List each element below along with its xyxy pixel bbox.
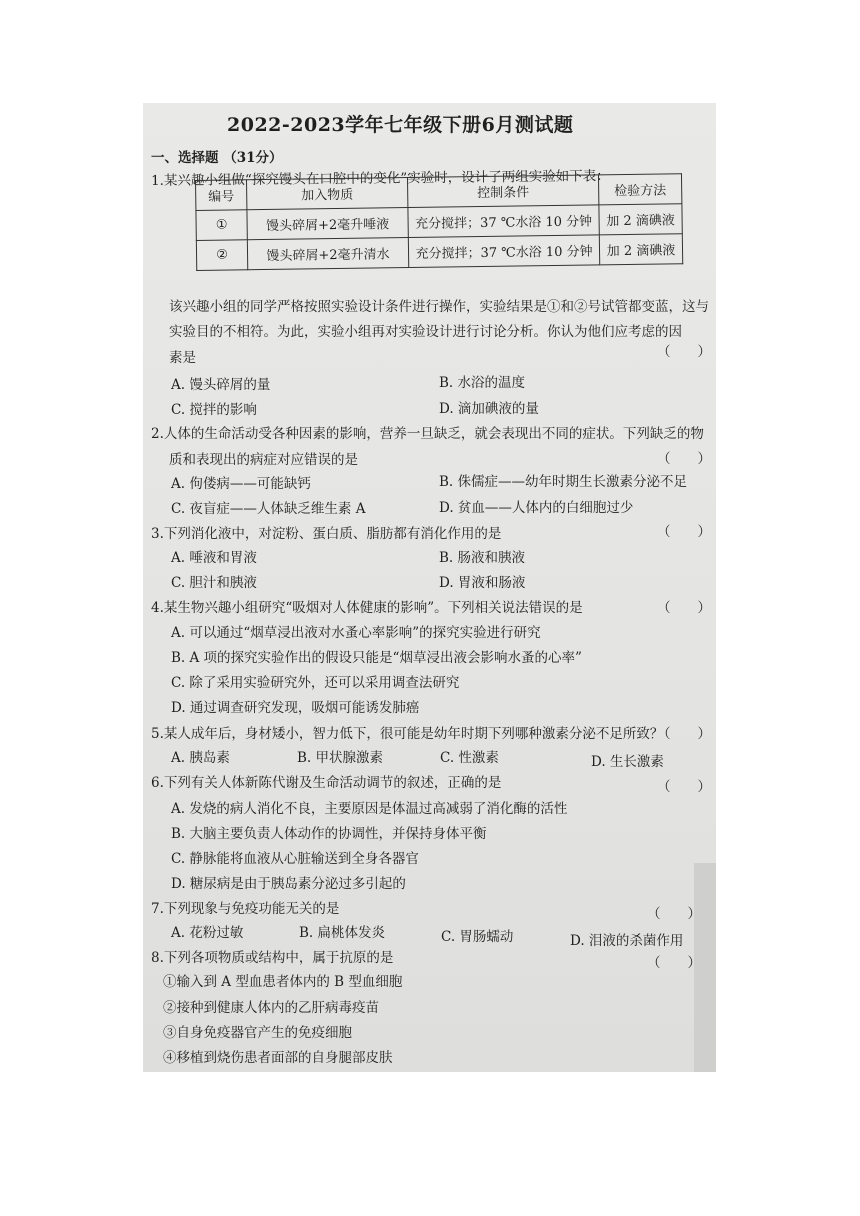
list-item: ④移植到烧伤患者面部的自身腿部皮肤 xyxy=(163,1050,393,1066)
option-d: D. 通过调查研究发现，吸烟可能诱发肺癌 xyxy=(171,700,420,716)
experiment-table xyxy=(195,173,683,271)
list-item: ③自身免疫器官产生的免疫细胞 xyxy=(163,1025,352,1041)
q1-stem: 1.某兴趣小组做“探究馒头在口腔中的变化”实验时，设计了两组实验如下表： xyxy=(150,168,610,189)
section-heading: 一、选择题 （31分） xyxy=(151,150,283,166)
option-b: B. 甲状腺激素 xyxy=(297,750,384,766)
option-d: D. 滴加碘液的量 xyxy=(439,401,539,417)
answer-blank: （ ） xyxy=(657,524,711,540)
table-header-cell: 加入物质 xyxy=(247,178,408,210)
option-b: B. 肠液和胰液 xyxy=(439,550,526,566)
option-a: A. 花粉过敏 xyxy=(171,925,244,941)
q5-stem: 5.某人成年后，身材矮小，智力低下，很可能是幼年时期下列哪种激素分泌不足所致？ xyxy=(151,726,664,742)
q1-paragraph-line: 素是 xyxy=(169,350,196,366)
q7-stem: 7.下列现象与免疫功能无关的是 xyxy=(151,901,340,917)
option-b: B. A 项的探究实验作出的假设只能是“烟草浸出液会影响水蚤的心率” xyxy=(171,650,582,666)
table-cell: 加 2 滴碘液 xyxy=(599,204,682,235)
option-d: D. 泪液的杀菌作用 xyxy=(570,933,684,949)
answer-blank: （ ） xyxy=(657,344,711,360)
answer-blank: （ ） xyxy=(657,600,711,616)
option-a: A. 馒头碎屑的量 xyxy=(171,377,271,393)
list-item: ①输入到 A 型血患者体内的 B 型血细胞 xyxy=(163,974,403,990)
list-item: ②接种到健康人体内的乙肝病毒疫苗 xyxy=(163,1000,379,1016)
q1-paragraph-line: 实验目的不相符。为此，实验小组再对实验设计进行讨论分析。你认为他们应考虑的因 xyxy=(169,324,682,340)
option-b: B. 水浴的温度 xyxy=(439,375,526,391)
table-cell: ① xyxy=(196,210,247,241)
table-cell: 馒头碎屑+2毫升唾液 xyxy=(247,208,408,240)
option-a: A. 佝偻病——可能缺钙 xyxy=(171,476,311,492)
table-row xyxy=(196,234,682,271)
option-a: A. 可以通过“烟草浸出液对水蚤心率影响”的探究实验进行研究 xyxy=(171,625,541,641)
option-a: A. 唾液和胃液 xyxy=(171,550,257,566)
option-c: C. 夜盲症——人体缺乏维生素 A xyxy=(171,501,366,517)
table-cell: 加 2 滴碘液 xyxy=(599,234,682,265)
option-d: D. 生长激素 xyxy=(591,754,664,770)
table-cell: 充分搅拌；37 ℃水浴 10 分钟 xyxy=(408,205,599,238)
option-c: C. 胃肠蠕动 xyxy=(441,929,514,945)
option-d: D. 胃液和肠液 xyxy=(439,575,526,591)
option-b: B. 侏儒症——幼年时期生长激素分泌不足 xyxy=(439,474,688,490)
answer-blank: （ ） xyxy=(657,451,711,467)
q3-stem: 3.下列消化液中，对淀粉、蛋白质、脂肪都有消化作用的是 xyxy=(151,526,502,542)
table-header-cell: 编号 xyxy=(196,180,247,211)
q2-stem-line: 2.人体的生命活动受各种因素的影响，营养一旦缺乏，就会表现出不同的症状。下列缺乏的物 xyxy=(151,426,704,442)
option-c: C. 性激素 xyxy=(440,750,499,766)
q8-stem: 8.下列各项物质或结构中，属于抗原的是 xyxy=(151,950,394,966)
q6-stem: 6.下列有关人体新陈代谢及生命活动调节的叙述，正确的是 xyxy=(151,775,502,791)
answer-blank: （ ） xyxy=(647,955,701,971)
option-d: D. 糖尿病是由于胰岛素分泌过多引起的 xyxy=(171,876,406,892)
option-d: D. 贫血——人体内的白细胞过少 xyxy=(439,500,634,516)
option-b: B. 大脑主要负责人体动作的协调性，并保持身体平衡 xyxy=(171,826,487,842)
option-c: C. 搅拌的影响 xyxy=(171,402,257,418)
table-cell: ② xyxy=(196,240,247,271)
table-header-cell: 检验方法 xyxy=(598,174,681,205)
table-header-cell: 控制条件 xyxy=(407,175,598,208)
answer-blank: （ ） xyxy=(657,726,711,742)
answer-blank: （ ） xyxy=(647,906,701,922)
option-a: A. 发烧的病人消化不良，主要原因是体温过高减弱了消化酶的活性 xyxy=(171,801,568,817)
option-c: C. 静脉能将血液从心脏输送到全身各器官 xyxy=(171,851,419,867)
option-c: C. 胆汁和胰液 xyxy=(171,575,257,591)
answer-blank: （ ） xyxy=(657,779,711,795)
option-c: C. 除了采用实验研究外，还可以采用调查法研究 xyxy=(171,675,460,691)
q1-paragraph-line: 该兴趣小组的同学严格按照实验设计条件进行操作，实验结果是①和②号试管都变蓝，这与 xyxy=(169,299,709,315)
exam-title: 2022-2023学年七年级下册6月测试题 xyxy=(227,114,574,136)
option-b: B. 扁桃体发炎 xyxy=(299,925,386,941)
q4-stem: 4.某生物兴趣小组研究“吸烟对人体健康的影响”。下列相关说法错误的是 xyxy=(151,600,583,616)
exam-sheet-photo xyxy=(143,103,716,1072)
table-cell: 充分搅拌；37 ℃水浴 10 分钟 xyxy=(408,235,599,268)
q2-stem-line: 质和表现出的病症对应错误的是 xyxy=(169,452,358,468)
option-a: A. 胰岛素 xyxy=(171,750,230,766)
table-cell: 馒头碎屑+2毫升清水 xyxy=(247,238,408,270)
